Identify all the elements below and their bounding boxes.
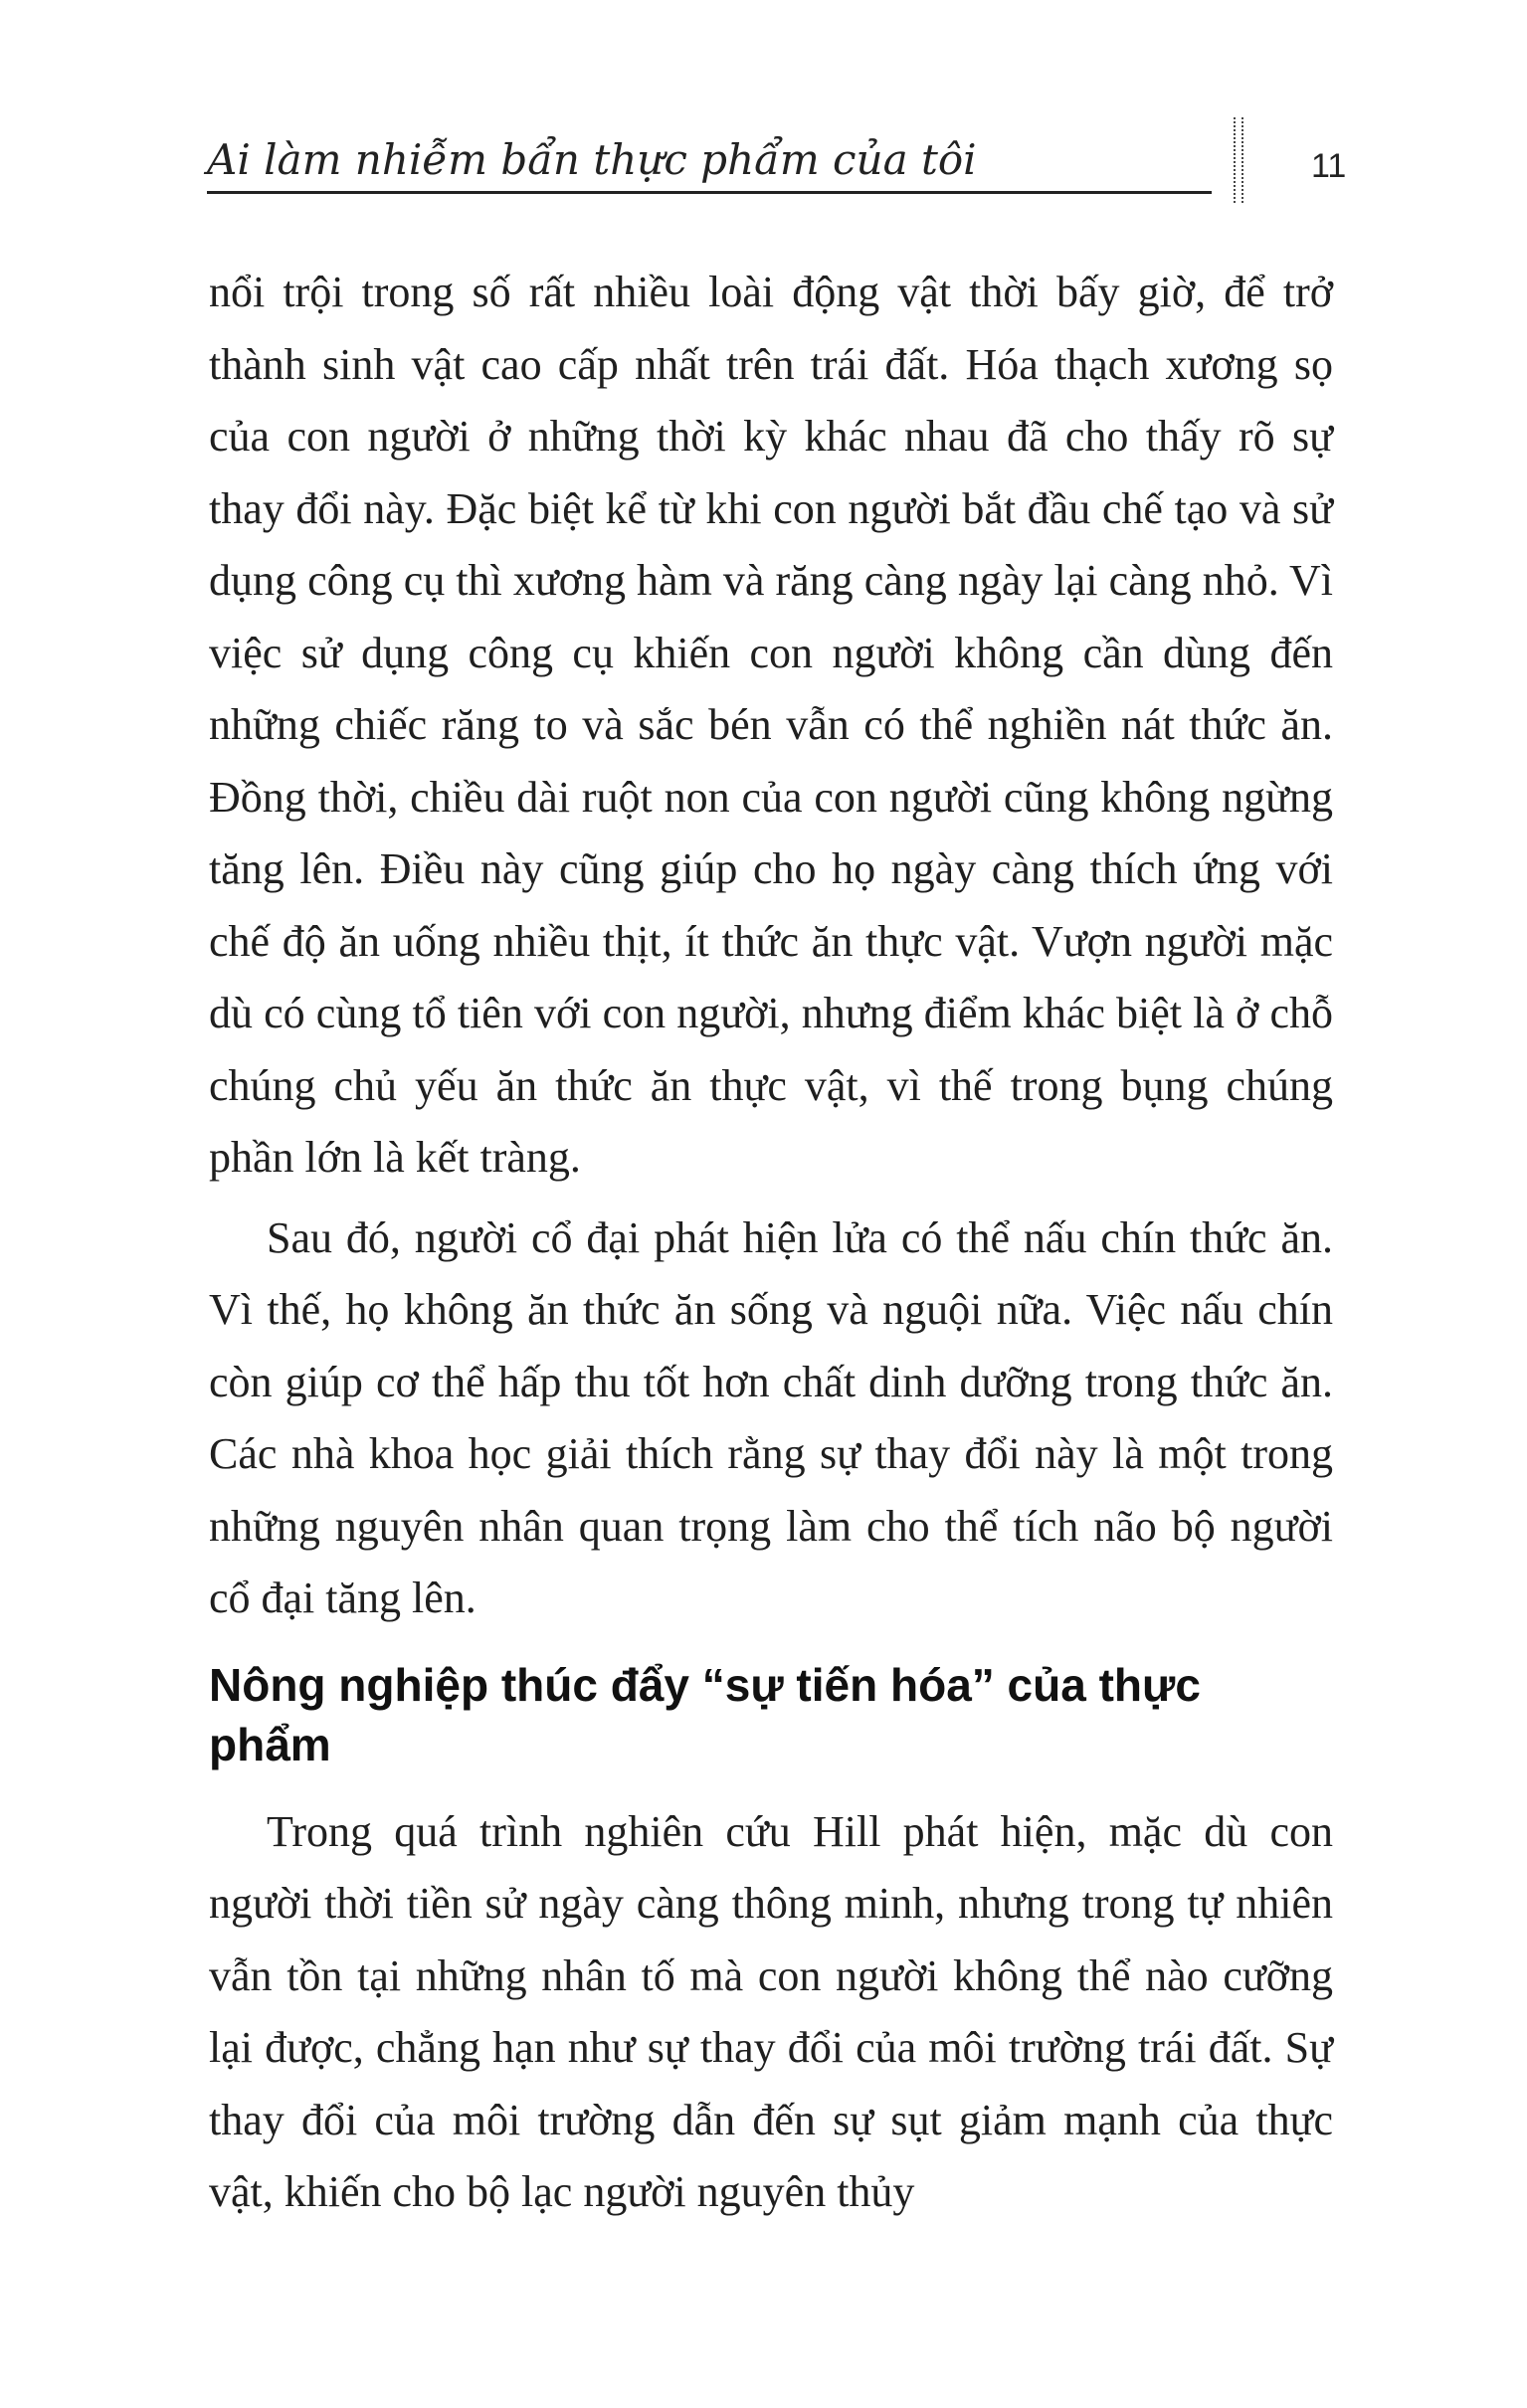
running-header: [207, 119, 1212, 199]
section-heading: Nông nghiệp thúc đẩy “sự tiến hóa” của thực phẩm: [209, 1658, 1201, 1770]
paragraph: Sau đó, người cổ đại phát hiện lửa có thể nấu chín thức ăn. Vì thế, họ không ăn thức ăn sống và nguội nữa. Việc nấu chín còn giúp cơ thể hấp thu tốt hơn chất dinh dưỡng trong thức ăn. Các nhà khoa học giải thích rằng sự thay đổi này là một trong những nguyên nhân quan trọng làm cho thể tích não bộ người cổ đại tăng lên.: [209, 1212, 1333, 1622]
header-separator: [1234, 117, 1243, 203]
running-title: Ai làm nhiễm bẩn thực phẩm của tôi: [207, 135, 977, 184]
body-text: [209, 257, 1333, 2229]
header-rule: [207, 191, 1212, 194]
paragraph: nổi trội trong số rất nhiều loài động vật thời bấy giờ, để trở thành sinh vật cao cấp nhất trên trái đất. Hóa thạch xương sọ của con người ở những thời kỳ khác nhau đã cho thấy rõ sự thay đổi này. Đặc biệt kể từ khi con người bắt đầu chế tạo và sử dụng công cụ thì xương hàm và răng càng ngày lại càng nhỏ. Vì việc sử dụng công cụ khiến con người không cần dùng đến những chiếc răng to và sắc bén vẫn có thể nghiền nát thức ăn. Đồng thời, chiều dài ruột non của con người cũng không ngừng tăng lên. Điều này cũng giúp cho họ ngày càng thích ứng với chế độ ăn uống nhiều thịt, ít thức ăn thực vật. Vượn người mặc dù có cùng tổ tiên với con người, nhưng điểm khác biệt là ở chỗ chúng chủ yếu ăn thức ăn thực vật, vì thế trong bụng chúng phần lớn là kết tràng.: [209, 268, 1333, 1182]
page-number: 11: [1311, 147, 1347, 185]
paragraph: Trong quá trình nghiên cứu Hill phát hiện, mặc dù con người thời tiền sử ngày càng thông minh, nhưng trong tự nhiên vẫn tồn tại những nhân tố mà con người không thể nào cưỡng lại được, chẳng hạn như sự thay đổi của môi trường trái đất. Sự thay đổi của môi trường dẫn đến sự sụt giảm mạnh của thực vật, khiến cho bộ lạc người nguyên thủy: [209, 1806, 1333, 2216]
